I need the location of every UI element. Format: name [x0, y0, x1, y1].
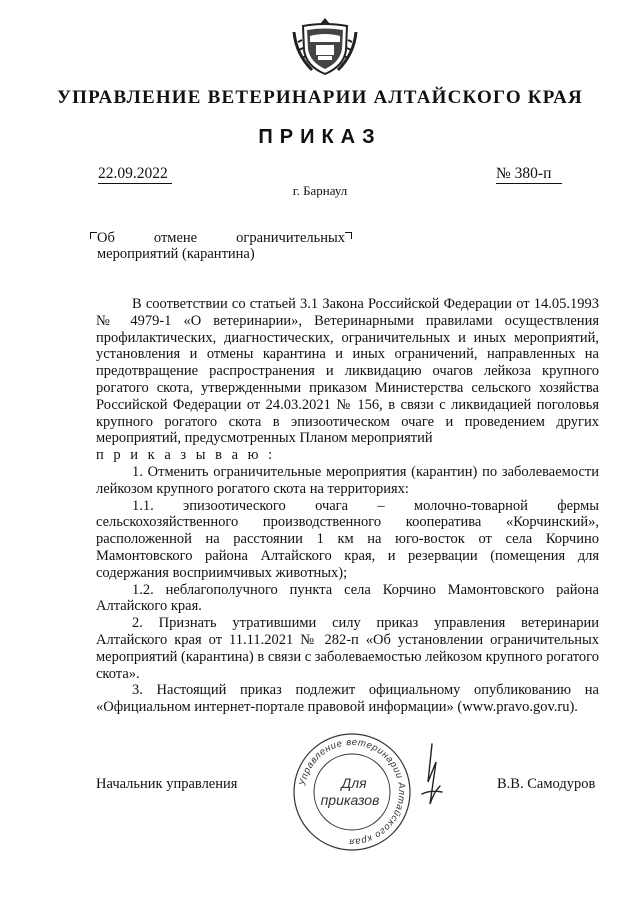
item-2: 2. Признать утратившими силу приказ управления ветеринарии Алтайского края от 11.11.2021 № 282-п «Об установлении ограничительных мероприятий (карантина) в связи с заболеваемостью лейкозом крупного рогатого скота».: [96, 615, 599, 682]
item-1-1: 1.1. эпизоотического очага – молочно-товарной фермы сельскохозяйственного производственного кооператива «Корчинский», расположенной на расстоянии 1 км на юго-восток от села Корчино Мамонтовского района Алтайского края, и резервации (помещения для содержания восприимчивых животных);: [96, 497, 599, 581]
preamble-paragraph: В соответствии со статьей 3.1 Закона Российской Федерации от 14.05.1993 № 4979-1 «О ветеринарии», Ветеринарными правилами осуществления профилактических, диагностических, ограничительных и иных мероприятий, установления и отмены карантина и иных ограничений, направленных на предотвращение распространения и ликвидацию очагов лейкоза крупного рогатого скота, утвержденными приказом Министерства сельского хозяйства Российской Федерации от 24.03.2021 № 156, в связи с ликвидацией поголовья крупного рогатого скота в эпизоотическом очаге и проведением других мероприятий, предусмотренных Планом мероприятий: [96, 296, 599, 447]
subject-word: Об: [97, 230, 115, 246]
subject-line-1: [97, 230, 345, 246]
document-type: ПРИКАЗ: [258, 126, 382, 148]
document-city: г. Барнаул: [292, 183, 348, 198]
handwritten-signature: [410, 742, 450, 812]
item-1-2: 1.2. неблагополучного пункта села Корчино Мамонтовского района Алтайского края.: [96, 581, 599, 615]
document-subject: [97, 230, 345, 262]
subject-bracket-left: [90, 232, 97, 239]
subject-bracket-right: [345, 232, 352, 239]
signatory-name: В.В. Самодуров: [497, 776, 596, 792]
stamp-center-line-1: Для: [341, 775, 367, 791]
official-stamp: [290, 730, 414, 854]
coat-of-arms-emblem: [290, 12, 360, 78]
stamp-center-line-2: приказов: [320, 792, 380, 808]
signatory-position: Начальник управления: [96, 776, 238, 792]
item-1: 1. Отменить ограничительные мероприятия (карантин) по заболеваемости лейкозом крупного рогатого скота на территориях:: [96, 463, 599, 497]
item-3: 3. Настоящий приказ подлежит официальному опубликованию на «Официальном интернет-портале правовой информации» (www.pravo.gov.ru).: [96, 682, 599, 716]
document-body: [96, 296, 599, 716]
subject-word: ограничительных: [236, 230, 345, 246]
subject-line-2: мероприятий (карантина): [97, 246, 255, 262]
document-date: 22.09.2022: [98, 165, 172, 184]
organization-title: УПРАВЛЕНИЕ ВЕТЕРИНАРИИ АЛТАЙСКОГО КРАЯ: [57, 87, 583, 108]
order-word: п р и к а з ы в а ю :: [96, 447, 276, 464]
subject-word: отмене: [153, 230, 198, 246]
stamp-ring-text: Управление ветеринарии Алтайского края: [297, 736, 408, 848]
document-number: № 380-п: [496, 165, 562, 184]
